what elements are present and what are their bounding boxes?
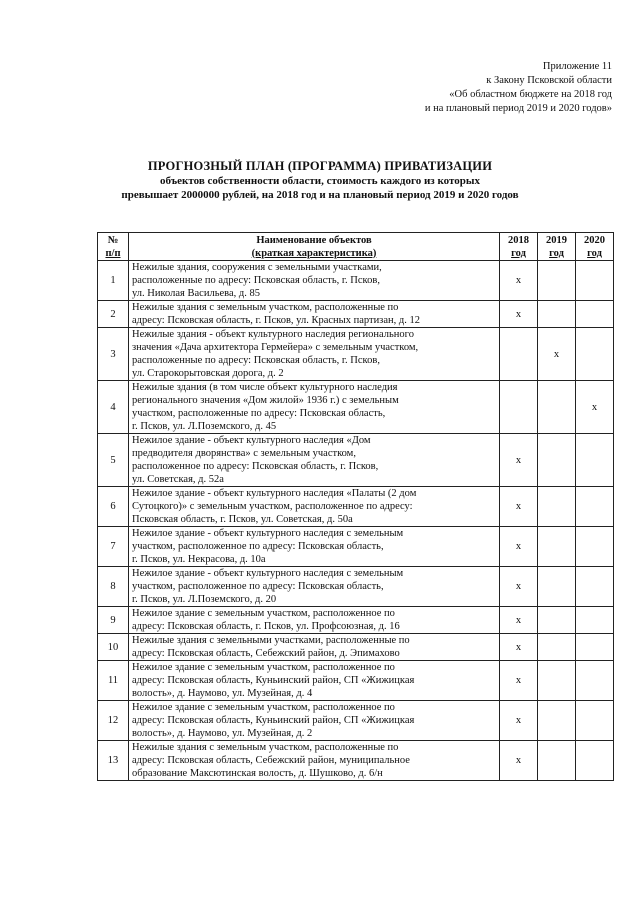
mark-2020 [576, 661, 614, 701]
table-row [98, 434, 614, 487]
mark-2019: х [538, 328, 576, 381]
object-description-line: образование Максютинская волость, д. Шушково, д. 6/н [132, 768, 383, 779]
appendix-line: Приложение 11 [542, 61, 612, 72]
mark-2019 [538, 661, 576, 701]
object-description [129, 701, 500, 741]
table-row [98, 661, 614, 701]
mark-2019 [538, 381, 576, 434]
object-description-line: адресу: Псковская область, Себежский район, д. Эпимахово [132, 648, 400, 659]
object-description [129, 634, 500, 661]
row-number: 8 [98, 567, 129, 607]
object-description-line: участком, расположенное по адресу: Псковская область, [132, 581, 384, 592]
object-description [129, 741, 500, 781]
mark-2020 [576, 527, 614, 567]
appendix-note [312, 60, 612, 116]
object-description-line: Нежилые здания с земельными участками, расположенные по [132, 635, 410, 646]
appendix-line: к Закону Псковской области [486, 75, 612, 86]
object-description-line: адресу: Псковская область, Куньинский район, СП «Жижицкая [132, 675, 415, 686]
header-2020-line2: год [587, 247, 602, 259]
object-description-line: Нежилое здание с земельным участком, расположенное по [132, 608, 395, 619]
mark-2018 [500, 328, 538, 381]
header-2020-line1: 2020 [584, 234, 605, 246]
object-description-line: расположенные по адресу: Псковская область, г. Псков, [132, 355, 380, 366]
mark-2019 [538, 701, 576, 741]
document-title [0, 158, 640, 202]
object-description-line: адресу: Псковская область, Себежский район, муниципальное [132, 755, 410, 766]
object-description-line: Нежилое здание - объект культурного наследия «Палаты (2 дом [132, 488, 417, 499]
object-description [129, 527, 500, 567]
row-number: 2 [98, 301, 129, 328]
row-number: 12 [98, 701, 129, 741]
header-2020 [576, 233, 614, 261]
object-description-line: Сутоцкого)» с земельным участком, расположенное по адресу: [132, 501, 413, 512]
object-description-line: волость», д. Наумово, ул. Музейная, д. 4 [132, 688, 313, 699]
mark-2020 [576, 634, 614, 661]
appendix-line: «Об областном бюджете на 2018 год [449, 89, 612, 100]
object-description [129, 567, 500, 607]
object-description-line: Нежилые здания (в том числе объект культурного наследия [132, 382, 398, 393]
mark-2018: х [500, 567, 538, 607]
table-row [98, 634, 614, 661]
mark-2019 [538, 567, 576, 607]
mark-2020 [576, 567, 614, 607]
object-description-line: Нежилое здание с земельным участком, расположенное по [132, 662, 395, 673]
table-row [98, 328, 614, 381]
row-number: 3 [98, 328, 129, 381]
row-number: 11 [98, 661, 129, 701]
table-row [98, 261, 614, 301]
object-description-line: Нежилое здание - объект культурного наследия с земельным [132, 568, 404, 579]
object-description-line: г. Псков, ул. Л.Поземского, д. 20 [132, 594, 277, 605]
object-description-line: Псковская область, г. Псков, ул. Советская, д. 50а [132, 514, 353, 525]
header-number-line2: п/п [105, 247, 121, 259]
mark-2020: х [576, 381, 614, 434]
mark-2018: х [500, 434, 538, 487]
title-main: ПРОГНОЗНЫЙ ПЛАН (ПРОГРАММА) ПРИВАТИЗАЦИИ [147, 159, 493, 173]
object-description-line: расположенное по адресу: Псковская область, г. Псков, [132, 461, 379, 472]
object-description-line: расположенные по адресу: Псковская область, г. Псков, [132, 275, 380, 286]
mark-2020 [576, 261, 614, 301]
row-number: 1 [98, 261, 129, 301]
object-description-line: Нежилое здание - объект культурного наследия с земельным [132, 528, 404, 539]
mark-2020 [576, 328, 614, 381]
object-description-line: ул. Николая Васильева, д. 85 [132, 288, 260, 299]
privatization-table [97, 232, 614, 781]
mark-2018: х [500, 607, 538, 634]
table-row [98, 301, 614, 328]
table-row [98, 741, 614, 781]
object-description-line: Нежилые здания, сооружения с земельными участками, [132, 262, 382, 273]
mark-2020 [576, 301, 614, 328]
object-description-line: Нежилое здание - объект культурного наследия «Дом [132, 435, 371, 446]
object-description-line: г. Псков, ул. Некрасова, д. 10а [132, 554, 266, 565]
mark-2018: х [500, 634, 538, 661]
row-number: 6 [98, 487, 129, 527]
row-number: 10 [98, 634, 129, 661]
object-description [129, 434, 500, 487]
mark-2019 [538, 527, 576, 567]
header-number [98, 233, 129, 261]
table-row [98, 607, 614, 634]
object-description [129, 328, 500, 381]
object-description-line: Нежилые здания - объект культурного наследия регионального [132, 329, 414, 340]
header-2019-line1: 2019 [546, 234, 567, 246]
object-description-line: адресу: Псковская область, Куньинский район, СП «Жижицкая [132, 715, 415, 726]
header-name-line2: (краткая характеристика) [251, 247, 377, 259]
header-name-line1: Наименование объектов [256, 234, 372, 246]
object-description-line: Нежилые здания с земельным участком, расположенные по [132, 302, 399, 313]
object-description-line: Нежилое здание с земельным участком, расположенное по [132, 702, 395, 713]
object-description-line: значения «Дача архитектора Гермейера» с земельным участком, [132, 342, 419, 353]
object-description [129, 381, 500, 434]
row-number: 4 [98, 381, 129, 434]
mark-2020 [576, 741, 614, 781]
object-description [129, 261, 500, 301]
object-description-line: участком, расположенные по адресу: Псковская область, [132, 408, 386, 419]
header-number-line1: № [107, 234, 119, 246]
header-2018-line2: год [511, 247, 526, 259]
row-number: 5 [98, 434, 129, 487]
object-description-line: ул. Советская, д. 52а [132, 474, 224, 485]
table-row [98, 701, 614, 741]
object-description-line: адресу: Псковская область, г. Псков, ул. Профсоюзная, д. 16 [132, 621, 400, 632]
table-header-row [98, 233, 614, 261]
mark-2018: х [500, 741, 538, 781]
mark-2018 [500, 381, 538, 434]
mark-2020 [576, 487, 614, 527]
row-number: 13 [98, 741, 129, 781]
object-description [129, 301, 500, 328]
mark-2019 [538, 261, 576, 301]
appendix-line: и на плановый период 2019 и 2020 годов» [424, 103, 612, 114]
object-description [129, 661, 500, 701]
table-row [98, 567, 614, 607]
object-description-line: ул. Старокорытовская дорога, д. 2 [132, 368, 284, 379]
header-object-name [129, 233, 500, 261]
object-description [129, 607, 500, 634]
header-2019-line2: год [549, 247, 564, 259]
mark-2018: х [500, 301, 538, 328]
table-row [98, 381, 614, 434]
object-description-line: предводителя дворянства» с земельным участком, [132, 448, 356, 459]
table-row [98, 527, 614, 567]
mark-2020 [576, 701, 614, 741]
mark-2018: х [500, 701, 538, 741]
mark-2019 [538, 434, 576, 487]
mark-2020 [576, 607, 614, 634]
mark-2018: х [500, 261, 538, 301]
title-subtitle-line: объектов собственности области, стоимость каждого из которых [160, 175, 480, 187]
mark-2019 [538, 301, 576, 328]
table-row [98, 487, 614, 527]
object-description-line: Нежилые здания с земельным участком, расположенные по [132, 742, 399, 753]
object-description-line: адресу: Псковская область, г. Псков, ул. Красных партизан, д. 12 [132, 315, 420, 326]
mark-2019 [538, 607, 576, 634]
object-description-line: г. Псков, ул. Л.Поземского, д. 45 [132, 421, 277, 432]
mark-2019 [538, 634, 576, 661]
title-subtitle-line: превышает 2000000 рублей, на 2018 год и на плановый период 2019 и 2020 годов [121, 189, 519, 201]
mark-2018: х [500, 661, 538, 701]
mark-2019 [538, 741, 576, 781]
header-2018 [500, 233, 538, 261]
row-number: 7 [98, 527, 129, 567]
mark-2018: х [500, 487, 538, 527]
object-description-line: участком, расположенное по адресу: Псковская область, [132, 541, 384, 552]
header-2018-line1: 2018 [508, 234, 529, 246]
object-description-line: регионального значения «Дом жилой» 1936 г.) с земельным [132, 395, 399, 406]
mark-2018: х [500, 527, 538, 567]
mark-2019 [538, 487, 576, 527]
mark-2020 [576, 434, 614, 487]
header-2019 [538, 233, 576, 261]
object-description-line: волость», д. Наумово, ул. Музейная, д. 2 [132, 728, 313, 739]
row-number: 9 [98, 607, 129, 634]
object-description [129, 487, 500, 527]
